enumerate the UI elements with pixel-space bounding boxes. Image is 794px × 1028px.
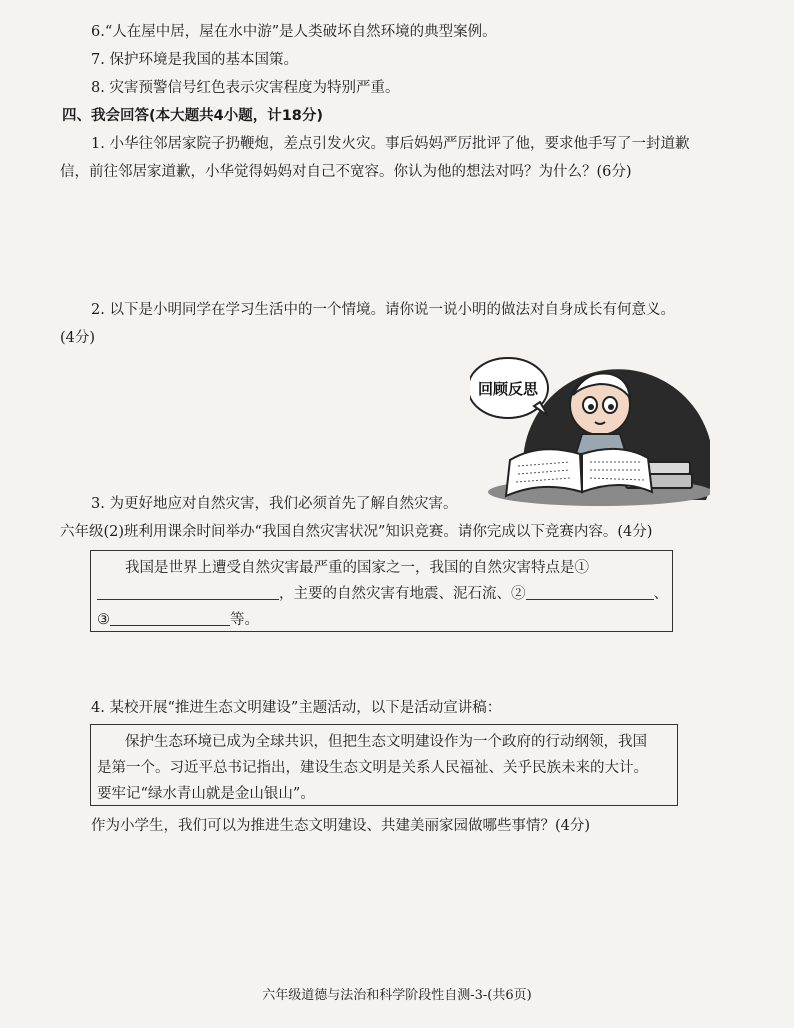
q3-box-text-b: ，主要的自然灾害有地震、泥石流、② bbox=[279, 586, 526, 602]
q4-question: 作为小学生，我们可以为推进生态文明建设、共建美丽家园做哪些事情？(4分) bbox=[91, 818, 591, 834]
q2-line1: 2. 以下是小明同学在学习生活中的一个情境。请你说一说小明的做法对自身成长有何意义。 bbox=[91, 302, 675, 318]
q4-box-line2: 是第一个。习近平总书记指出，建设生态文明是关系人民福祉、关乎民族未来的大计。 bbox=[97, 760, 648, 776]
q2-line2: (4分) bbox=[60, 330, 96, 346]
q3-fill-box bbox=[90, 550, 673, 632]
page-footer: 六年级道德与法治和科学阶段性自测-3-(共6页) bbox=[262, 988, 532, 1003]
q3-box-text-b-end: 、 bbox=[653, 586, 668, 602]
item-6: 6.“人在屋中居，屋在水中游”是人类破坏自然环境的典型案例。 bbox=[91, 24, 497, 40]
q1-line1: 1. 小华往邻居家院子扔鞭炮，差点引发火灾。事后妈妈严厉批评了他，要求他手写了一封道歉 bbox=[91, 136, 690, 152]
q3-line1: 3. 为更好地应对自然灾害，我们必须首先了解自然灾害。 bbox=[91, 496, 458, 512]
q3-blank-3[interactable] bbox=[110, 609, 230, 626]
q3-blank-1[interactable] bbox=[97, 583, 279, 600]
q3-box-text-a: 我国是世界上遭受自然灾害最严重的国家之一，我国的自然灾害特点是① bbox=[125, 560, 589, 576]
item-7: 7. 保护环境是我国的基本国策。 bbox=[91, 52, 298, 68]
q3-box-text-c2: 等。 bbox=[230, 612, 259, 628]
boy-pupil-left bbox=[588, 404, 594, 410]
section-title: 四、我会回答(本大题共4小题，计18分) bbox=[62, 108, 324, 124]
reading-boy-illustration bbox=[470, 350, 710, 510]
q4-box-line1: 保护生态环境已成为全球共识，但把生态文明建设作为一个政府的行动纲领，我国 bbox=[125, 734, 647, 750]
q3-blank-2[interactable] bbox=[526, 583, 654, 600]
q1-line2: 信，前往邻居家道歉，小华觉得妈妈对自己不宽容。你认为他的想法对吗？为什么？(6分) bbox=[60, 164, 632, 180]
q4-box-line3: 要牢记“绿水青山就是金山银山”。 bbox=[97, 786, 315, 802]
boy-pupil-right bbox=[608, 404, 614, 410]
q3-box-text-c1: ③ bbox=[97, 612, 110, 628]
q3-line2: 六年级(2)班利用课余时间举办“我国自然灾害状况”知识竞赛。请你完成以下竞赛内容。(4分) bbox=[60, 524, 653, 540]
bubble-text: 回顾反思 bbox=[477, 380, 539, 398]
q4-speech-box bbox=[90, 724, 678, 806]
q4-line1: 4. 某校开展“推进生态文明建设”主题活动，以下是活动宣讲稿： bbox=[91, 700, 502, 716]
book-right-page bbox=[582, 449, 652, 492]
item-8: 8. 灾害预警信号红色表示灾害程度为特别严重。 bbox=[91, 80, 400, 96]
